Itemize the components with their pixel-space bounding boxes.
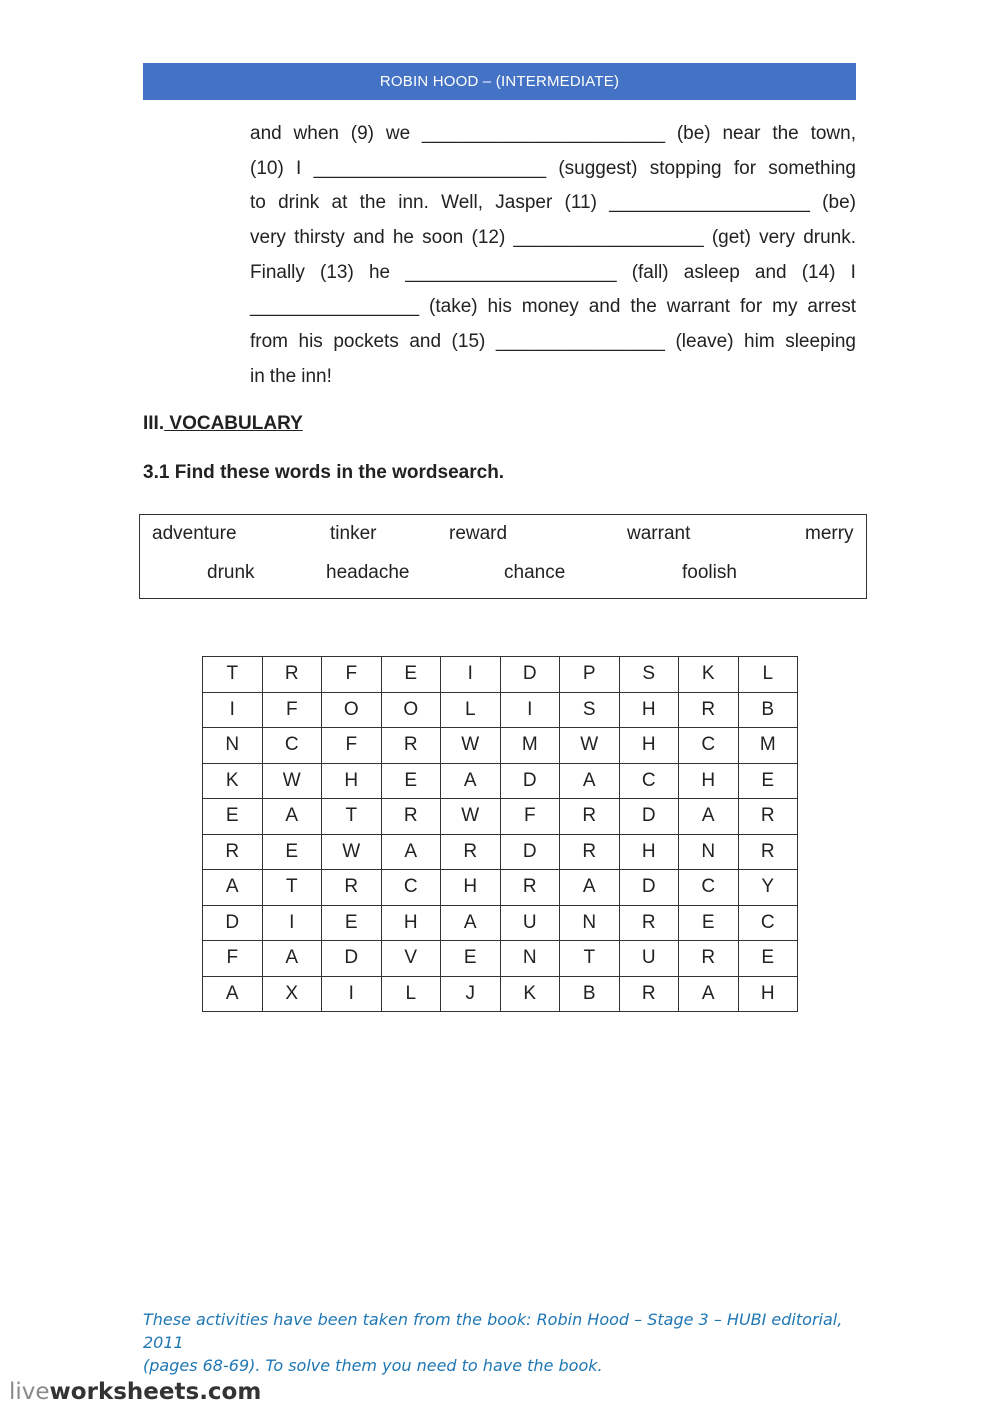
passage-line [250, 186, 856, 221]
grid-cell[interactable]: A [560, 763, 620, 799]
passage-word: and [250, 123, 282, 144]
passage-word: asleep [683, 261, 740, 283]
grid-cell[interactable]: W [560, 728, 620, 764]
grid-cell[interactable]: A [441, 905, 501, 941]
grid-row [203, 905, 798, 941]
grid-cell[interactable]: L [441, 692, 501, 728]
grid-cell[interactable]: C [679, 728, 739, 764]
passage-line [250, 117, 856, 152]
passage-word: arrest [807, 296, 856, 318]
grid-cell[interactable]: A [262, 941, 322, 977]
passage-word: and [588, 296, 621, 318]
word-list-box [139, 514, 867, 599]
passage-word: (13) [320, 261, 354, 283]
source-note-line: These activities have been taken from the book: Robin Hood – Stage 3 – HUBI editorial, 2011 [143, 1310, 843, 1352]
grid-cell[interactable]: E [381, 763, 441, 799]
grid-cell[interactable]: H [619, 728, 679, 764]
grid-cell[interactable]: T [262, 870, 322, 906]
logo-tld: .com [199, 1379, 262, 1405]
grid-cell[interactable]: M [738, 728, 798, 764]
passage-line [250, 325, 856, 360]
grid-cell[interactable]: H [738, 976, 798, 1012]
passage-word: warrant [666, 296, 731, 318]
grid-row [203, 834, 798, 870]
grid-cell[interactable]: K [500, 976, 560, 1012]
grid-cell[interactable]: R [500, 870, 560, 906]
grid-cell[interactable]: A [560, 870, 620, 906]
logo-prefix: live [9, 1379, 50, 1405]
grid-cell[interactable]: D [322, 941, 382, 977]
passage-word: the [772, 123, 799, 144]
grid-row [203, 728, 798, 764]
grid-cell[interactable]: S [560, 692, 620, 728]
passage-word: (14) [801, 261, 836, 283]
grid-cell[interactable]: F [262, 692, 322, 728]
grid-cell[interactable]: B [738, 692, 798, 728]
grid-cell[interactable]: C [738, 905, 798, 941]
grid-row [203, 657, 798, 693]
word-list-item: adventure [152, 523, 237, 544]
section-title: VOCABULARY [164, 413, 303, 434]
grid-cell[interactable]: R [619, 976, 679, 1012]
header-title: ROBIN HOOD – (INTERMEDIATE) [379, 73, 620, 90]
passage-line [250, 256, 856, 291]
grid-row [203, 976, 798, 1012]
word-list-item: foolish [682, 562, 737, 583]
grid-cell[interactable]: C [262, 728, 322, 764]
grid-row [203, 799, 798, 835]
passage-word: thirsty [294, 227, 345, 249]
answer-blank[interactable]: ____________________ [405, 261, 617, 283]
grid-row [203, 692, 798, 728]
grid-cell[interactable]: I [203, 692, 263, 728]
grid-cell[interactable]: F [322, 728, 382, 764]
logo-suffix: worksheets [49, 1379, 200, 1405]
grid-cell[interactable]: A [441, 763, 501, 799]
grid-cell[interactable]: O [322, 692, 382, 728]
grid-cell[interactable]: H [441, 870, 501, 906]
passage-word: Well, [441, 192, 484, 214]
passage-word: near [722, 123, 761, 144]
passage-word: drunk. [803, 227, 856, 249]
grid-cell[interactable]: C [381, 870, 441, 906]
passage-word: (11) [564, 192, 597, 214]
passage-word: very [250, 227, 286, 249]
grid-cell[interactable]: W [441, 728, 501, 764]
passage-line [250, 290, 856, 325]
answer-blank[interactable]: __________________ [513, 227, 704, 249]
wordsearch-grid [202, 656, 798, 1012]
passage-word: pockets [333, 331, 399, 353]
grid-cell[interactable]: R [560, 799, 620, 835]
grid-cell[interactable]: J [441, 976, 501, 1012]
grid-cell[interactable]: D [500, 763, 560, 799]
grid-cell[interactable]: T [560, 941, 620, 977]
grid-cell[interactable]: R [381, 799, 441, 835]
passage-word: I [850, 261, 856, 283]
grid-cell[interactable]: R [262, 657, 322, 693]
passage-word: his [298, 331, 323, 353]
grid-cell[interactable]: D [203, 905, 263, 941]
grid-cell[interactable]: R [619, 905, 679, 941]
word-list-item: merry [805, 523, 854, 544]
grid-cell[interactable]: E [679, 905, 739, 941]
passage-word: (take) [429, 296, 478, 318]
grid-cell[interactable]: E [441, 941, 501, 977]
word-list-item: headache [326, 562, 410, 583]
passage-word: for [740, 296, 763, 318]
grid-cell[interactable]: M [500, 728, 560, 764]
grid-cell[interactable]: R [441, 834, 501, 870]
grid-cell[interactable]: E [738, 763, 798, 799]
passage-word: in [250, 365, 265, 387]
word-list-item: warrant [627, 523, 691, 544]
exercise-title: 3.1 Find these words in the wordsearch. [143, 462, 505, 483]
passage-line [250, 152, 856, 187]
passage-word: something [768, 157, 856, 179]
passage-word: (be) [676, 123, 711, 144]
passage-word: when [293, 123, 339, 144]
gap-fill-passage [250, 117, 856, 395]
grid-cell[interactable]: D [619, 870, 679, 906]
grid-cell[interactable]: P [560, 657, 620, 693]
passage-word: inn. [398, 192, 429, 214]
grid-cell[interactable]: W [262, 763, 322, 799]
source-note-line: (pages 68-69). To solve them you need to have the book. [143, 1356, 603, 1375]
grid-row [203, 870, 798, 906]
grid-cell[interactable]: O [381, 692, 441, 728]
grid-cell[interactable]: H [619, 692, 679, 728]
passage-word: (12) [471, 227, 506, 249]
passage-word: town, [810, 123, 856, 144]
passage-line [250, 221, 856, 256]
grid-cell[interactable]: A [679, 799, 739, 835]
answer-blank[interactable]: ________________ [250, 296, 420, 318]
grid-cell[interactable]: A [203, 976, 263, 1012]
passage-word: drink [278, 192, 320, 214]
passage-word: the [269, 365, 297, 387]
passage-word: (fall) [631, 261, 669, 283]
passage-word: very [759, 227, 796, 249]
grid-cell[interactable]: H [679, 763, 739, 799]
grid-cell[interactable]: I [500, 692, 560, 728]
grid-cell[interactable]: E [262, 834, 322, 870]
source-note [143, 1308, 863, 1377]
passage-word: and [409, 331, 442, 353]
grid-cell[interactable]: F [322, 657, 382, 693]
passage-word: inn! [301, 365, 332, 387]
passage-word: (suggest) [558, 157, 638, 179]
grid-cell[interactable]: D [500, 657, 560, 693]
grid-cell[interactable]: X [262, 976, 322, 1012]
passage-word: and [754, 261, 787, 283]
grid-cell[interactable]: A [679, 976, 739, 1012]
grid-cell[interactable]: N [679, 834, 739, 870]
grid-cell[interactable]: U [619, 941, 679, 977]
passage-line [250, 360, 856, 395]
header-bar [143, 63, 856, 100]
grid-cell[interactable]: R [203, 834, 263, 870]
grid-cell[interactable]: E [203, 799, 263, 835]
passage-word: I [296, 157, 302, 179]
passage-word: for [733, 157, 757, 179]
word-list-item: drunk [207, 562, 255, 583]
grid-cell[interactable]: N [560, 905, 620, 941]
passage-word: soon [422, 227, 464, 249]
passage-word: his [487, 296, 512, 318]
grid-cell[interactable]: E [381, 657, 441, 693]
passage-word: we [385, 123, 411, 144]
grid-cell[interactable]: R [679, 941, 739, 977]
section-number: III. [143, 413, 165, 434]
grid-cell[interactable]: R [322, 870, 382, 906]
grid-cell[interactable]: I [441, 657, 501, 693]
answer-blank[interactable]: ______________________ [313, 157, 547, 179]
grid-cell[interactable]: H [381, 905, 441, 941]
word-list-item: tinker [330, 523, 377, 544]
word-list-item: chance [504, 562, 566, 583]
grid-cell[interactable]: V [381, 941, 441, 977]
grid-cell[interactable]: W [322, 834, 382, 870]
passage-word: money [521, 296, 579, 318]
grid-cell[interactable]: A [203, 870, 263, 906]
grid-cell[interactable]: Y [738, 870, 798, 906]
passage-word: (get) [711, 227, 751, 249]
grid-cell[interactable]: N [500, 941, 560, 977]
grid-cell[interactable]: H [322, 763, 382, 799]
passage-word: sleeping [785, 331, 856, 353]
passage-word: from [250, 331, 288, 353]
grid-cell[interactable]: D [500, 834, 560, 870]
grid-cell[interactable]: B [560, 976, 620, 1012]
grid-cell[interactable]: U [500, 905, 560, 941]
passage-word: at [331, 192, 348, 214]
passage-word: the [359, 192, 387, 214]
grid-cell[interactable]: R [381, 728, 441, 764]
grid-cell[interactable]: R [679, 692, 739, 728]
grid-cell[interactable]: K [203, 763, 263, 799]
grid-cell[interactable]: E [322, 905, 382, 941]
passage-word: (10) [250, 157, 284, 179]
grid-cell[interactable]: L [738, 657, 798, 693]
passage-word: (be) [822, 192, 856, 214]
answer-blank[interactable]: ________________ [495, 331, 665, 353]
grid-cell[interactable]: A [381, 834, 441, 870]
grid-cell[interactable]: T [322, 799, 382, 835]
grid-cell[interactable]: C [679, 870, 739, 906]
passage-word: (9) [350, 123, 375, 144]
grid-cell[interactable]: H [619, 834, 679, 870]
passage-word: my [772, 296, 798, 318]
passage-word: (15) [451, 331, 486, 353]
grid-cell[interactable]: T [203, 657, 263, 693]
passage-word: the [630, 296, 657, 318]
passage-word: he [368, 261, 391, 283]
grid-cell[interactable]: R [738, 834, 798, 870]
grid-cell[interactable]: D [619, 799, 679, 835]
grid-cell[interactable]: K [679, 657, 739, 693]
passage-word: stopping [649, 157, 722, 179]
grid-cell[interactable]: E [738, 941, 798, 977]
section-heading [143, 413, 303, 435]
grid-cell[interactable]: L [381, 976, 441, 1012]
grid-cell[interactable]: W [441, 799, 501, 835]
passage-word: he [392, 227, 414, 249]
grid-row [203, 941, 798, 977]
passage-word: him [744, 331, 775, 353]
answer-blank[interactable]: _______________________ [421, 123, 666, 144]
grid-row [203, 763, 798, 799]
grid-cell[interactable]: R [738, 799, 798, 835]
grid-cell[interactable]: F [203, 941, 263, 977]
grid-cell[interactable]: I [322, 976, 382, 1012]
grid-cell[interactable]: S [619, 657, 679, 693]
liveworksheets-logo[interactable] [9, 1379, 261, 1405]
passage-word: Finally [250, 261, 305, 283]
grid-cell[interactable]: R [560, 834, 620, 870]
passage-word: and [352, 227, 385, 249]
grid-cell[interactable]: F [500, 799, 560, 835]
word-list-item: reward [449, 523, 508, 544]
passage-word: to [250, 192, 266, 214]
passage-word: Jasper [495, 192, 553, 214]
grid-cell[interactable]: I [262, 905, 322, 941]
grid-cell[interactable]: C [619, 763, 679, 799]
passage-word: (leave) [675, 331, 734, 353]
grid-cell[interactable]: N [203, 728, 263, 764]
grid-cell[interactable]: A [262, 799, 322, 835]
answer-blank[interactable]: ___________________ [609, 192, 810, 214]
